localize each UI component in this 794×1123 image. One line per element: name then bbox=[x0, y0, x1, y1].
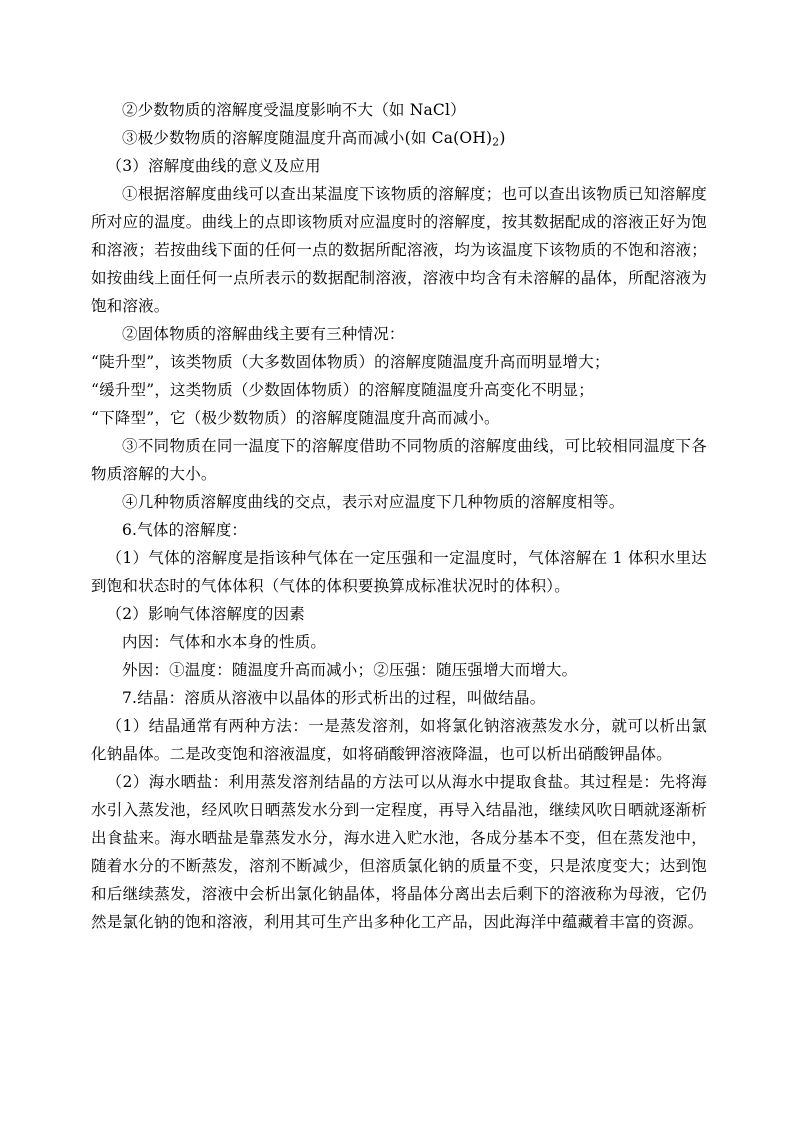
heading-gas-solubility: 6.气体的溶解度： bbox=[122, 521, 248, 539]
document-body bbox=[91, 96, 707, 936]
heading-gas-factors: （2）影响气体溶解度的因素 bbox=[106, 605, 305, 623]
paragraph-curve-types: ②固体物质的溶解曲线主要有三种情况： bbox=[122, 325, 405, 343]
text-segment: ③极少数物质的溶解度随温度升高而减小(如 Ca(OH) bbox=[122, 129, 493, 147]
paragraph-decline: “下降型”，它（极少数物质）的溶解度随温度升高而减小。 bbox=[91, 409, 500, 427]
paragraph-sea-salt: （2）海水晒盐：利用蒸发溶剂结晶的方法可以从海水中提取食盐。其过程是：先将海水引入蒸发池，经风吹日晒蒸发水分到一定程度，再导入结晶池，继续风吹日晒就逐渐析出食盐来。海水晒盐是靠蒸发水分，海水进入贮水池，各成分基本不变，但在蒸发池中，随着水分的不断蒸发，溶剂不断减少，但溶质氯化钠的质量不变，只是浓度变大；达到饱和后继续蒸发，溶液中会析出氯化钠晶体，将晶体分离出去后剩下的溶液称为母液，它仍然是氯化钠的饱和溶液，利用其可生产出多种化工产品，因此海洋中蕴藏着丰富的资源。 bbox=[91, 773, 707, 931]
paragraph-slow-rise: “缓升型”，这类物质（少数固体物质）的溶解度随温度升高变化不明显； bbox=[91, 381, 594, 399]
text-segment: ) bbox=[499, 129, 506, 147]
paragraph-gas-definition: （1）气体的溶解度是指该种气体在一定压强和一定温度时，气体溶解在 1 体积水里达到饱和状态时的气体体积（气体的体积要换算成标准状况时的体积）。 bbox=[91, 549, 707, 595]
paragraph-intersection: ④几种物质溶解度曲线的交点，表示对应温度下几种物质的溶解度相等。 bbox=[122, 493, 625, 511]
paragraph-steep-rise: “陡升型”，该类物质（大多数固体物质）的溶解度随温度升高而明显增大； bbox=[91, 353, 610, 371]
paragraph-compare-curves: ③不同物质在同一温度下的溶解度借助不同物质的溶解度曲线，可比较相同温度下各物质溶解的大小。 bbox=[91, 437, 707, 483]
paragraph-internal-factor: 内因：气体和水本身的性质。 bbox=[122, 633, 327, 651]
paragraph-crystallization-methods: （1）结晶通常有两种方法：一是蒸发溶剂，如将氯化钠溶液蒸发水分，就可以析出氯化钠晶体。二是改变饱和溶液温度，如将硝酸钾溶液降温，也可以析出硝酸钾晶体。 bbox=[91, 717, 707, 763]
paragraph-solubility-decreasing bbox=[91, 124, 707, 152]
heading-crystallization: 7.结晶：溶质从溶液中以晶体的形式析出的过程，叫做结晶。 bbox=[122, 689, 546, 707]
paragraph-external-factor: 外因：①温度：随温度升高而减小；②压强：随压强增大而增大。 bbox=[122, 661, 578, 679]
paragraph-curve-usage: ①根据溶解度曲线可以查出某温度下该物质的溶解度；也可以查出该物质已知溶解度所对应的温度。曲线上的点即该物质对应温度时的溶解度，按其数据配成的溶液正好为饱和溶液；若按曲线下面的任何一点的数据所配溶液，均为该温度下该物质的不饱和溶液；如按曲线上面任何一点所表示的数据配制溶液，溶液中均含有未溶解的晶体，所配溶液为饱和溶液。 bbox=[91, 185, 707, 315]
paragraph-solubility-little-affected: ②少数物质的溶解度受温度影响不大（如 NaCl） bbox=[122, 101, 466, 119]
heading-solubility-curve: （3）溶解度曲线的意义及应用 bbox=[106, 157, 321, 175]
subscript-2: 2 bbox=[492, 135, 500, 149]
